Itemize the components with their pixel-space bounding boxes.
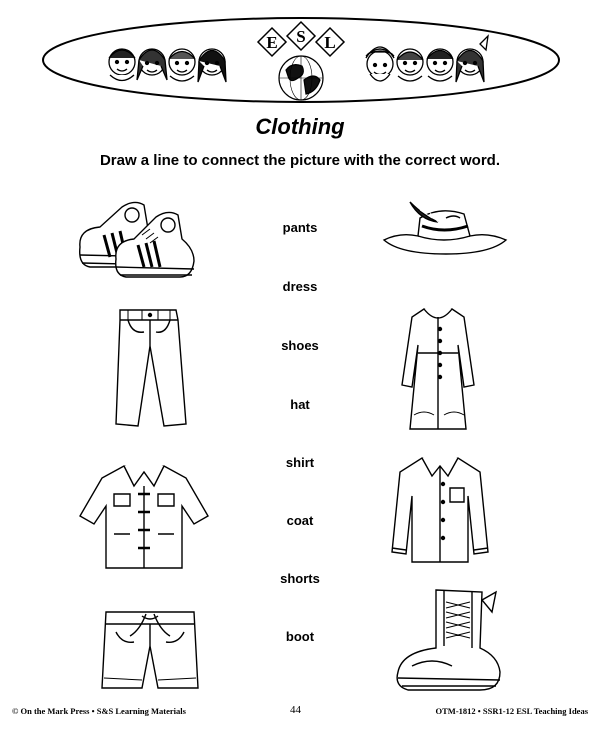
word-shirt: shirt xyxy=(285,455,315,470)
word-shoes: shoes xyxy=(281,338,319,353)
banner-letter-s: S xyxy=(296,27,306,46)
word-dress: dress xyxy=(282,279,318,294)
word-pants: pants xyxy=(282,220,318,235)
banner-letter-e: E xyxy=(266,33,278,52)
footer-publisher: © On the Mark Press • S&S Learning Materials xyxy=(12,706,186,716)
worksheet-title: Clothing xyxy=(255,114,345,139)
globe-icon xyxy=(279,56,323,100)
boot-picture-icon xyxy=(392,586,504,698)
pants-picture-icon xyxy=(108,306,190,428)
footer-code: OTM-1812 • SSR1-12 ESL Teaching Ideas xyxy=(435,706,588,716)
word-hat: hat xyxy=(290,397,310,412)
dress-picture-icon xyxy=(394,305,484,433)
word-boot: boot xyxy=(285,629,315,644)
esl-banner xyxy=(40,14,562,106)
footer-page-number: 44 xyxy=(290,704,301,716)
word-coat: coat xyxy=(286,513,314,528)
word-shorts: shorts xyxy=(280,571,320,586)
shirt-picture-icon xyxy=(388,452,492,566)
hat-picture-icon xyxy=(380,196,510,266)
shoes-picture-icon xyxy=(72,195,197,285)
banner-letter-l: L xyxy=(324,33,336,52)
worksheet-instruction: Draw a line to connect the picture with the correct word. xyxy=(99,152,501,169)
coat-picture-icon xyxy=(78,460,210,572)
shorts-picture-icon xyxy=(100,602,200,692)
